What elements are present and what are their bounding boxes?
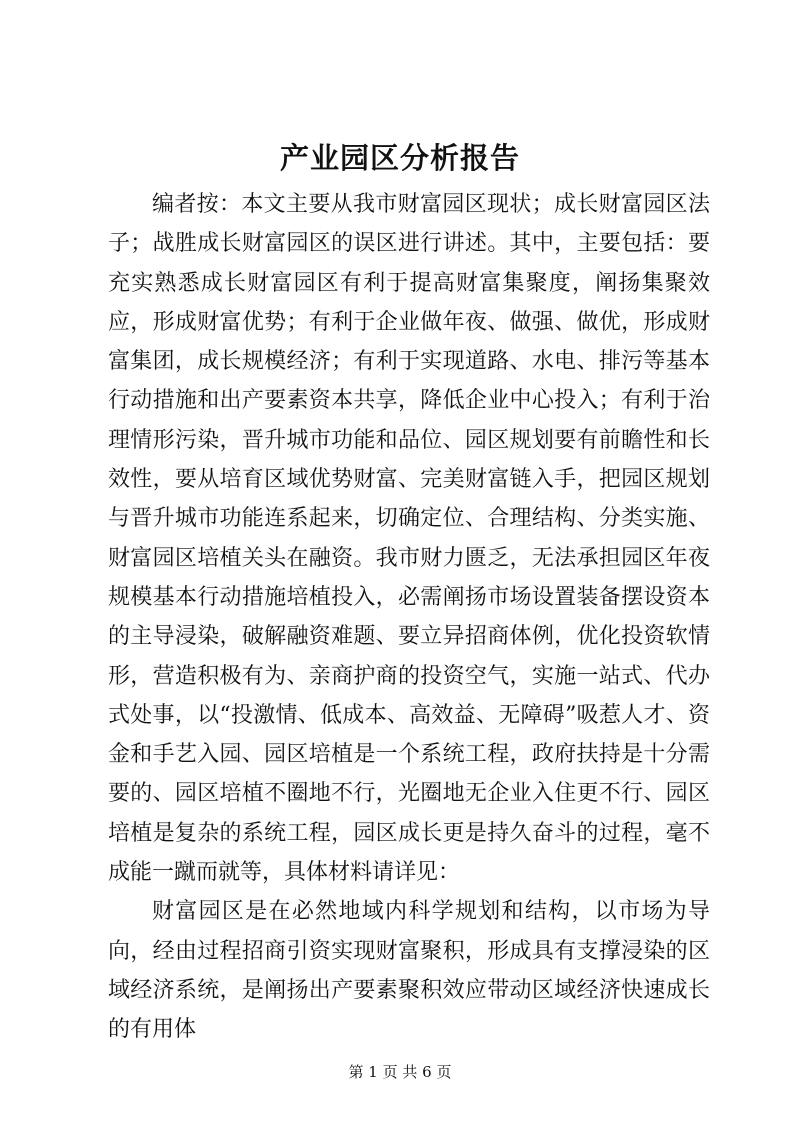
document-body [108, 185, 710, 1050]
document-title: 产业园区分析报告 [279, 141, 520, 175]
page-footer: 第 1 页 共 6 页 [348, 1063, 452, 1081]
paragraph-industrial-park-definition: 财富园区是在必然地域内科学规划和结构，以市场为导向，经由过程招商引资实现财富聚积，形成具有支撑浸染的区域经济系统，是阐扬出产要素聚积效应带动区域经济快速成长的有用体 [108, 899, 710, 1043]
paragraph-editor-note: 编者按：本文主要从我市财富园区现状；成长财富园区法子；战胜成长财富园区的误区进行讲述。其中，主要包括：要充实熟悉成长财富园区有利于提高财富集聚度，阐扬集聚效应，形成财富优势；有利于企业做年夜、做强、做优，形成财富集团，成长规模经济；有利于实现道路、水电、排污等基本行动措施和出产要素资本共享，降低企业中心投入；有利于治理情形污染，晋升城市功能和品位、园区规划要有前瞻性和长效性，要从培育区域优势财富、完美财富链入手，把园区规划与晋升城市功能连系起来，切确定位、合理结构、分类实施、财富园区培植关头在融资。我市财力匮乏，无法承担园区年夜规模基本行动措施培植投入，必需阐扬市场设置装备摆设资本的主导浸染，破解融资难题、要立异招商体例，优化投资软情形，营造积极有为、亲商护商的投资空气，实施一站式、代办式处事，以“投激情、低成本、高效益、无障碍”吸惹人才、资金和手艺入园、园区培植是一个系统工程，政府扶持是十分需要的、园区培植不圈地不行，光圈地无企业入住更不行、园区培植是复杂的系统工程，园区成长更是持久奋斗的过程，毫不成能一蹴而就等，具体材料请详见： [108, 192, 710, 886]
